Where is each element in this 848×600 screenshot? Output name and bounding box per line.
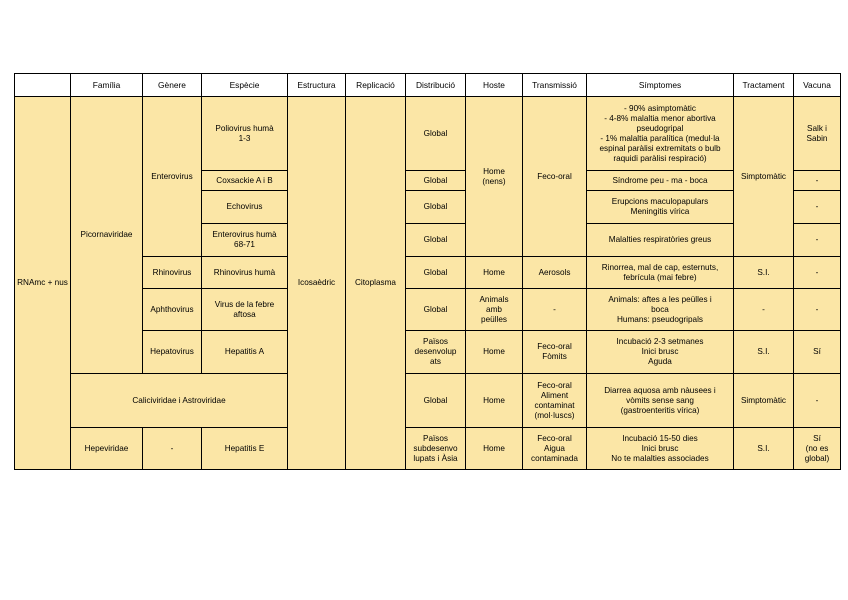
header-familia: Família (71, 74, 143, 97)
species-cell: Enterovirus humà 68-71 (202, 224, 288, 257)
hoste-cell: Home (466, 374, 523, 428)
vacuna-cell: - (794, 171, 841, 191)
species-cell: Hepatitis E (202, 428, 288, 470)
header-replicacio: Replicació (346, 74, 406, 97)
hoste-cell: Home (466, 257, 523, 289)
species-cell: Coxsackie A i B (202, 171, 288, 191)
header-genere: Gènere (143, 74, 202, 97)
family-cell: Hepeviridae (71, 428, 143, 470)
replicacio-cell: Citoplasma (346, 97, 406, 470)
table-row (15, 428, 841, 470)
header-transmissio: Transmissió (523, 74, 587, 97)
header-estructura: Estructura (288, 74, 346, 97)
header-vacuna: Vacuna (794, 74, 841, 97)
genus-cell: Rhinovirus (143, 257, 202, 289)
simptomes-cell: Incubació 15-50 dies Inici brusc No te malalties associades (587, 428, 734, 470)
vacuna-cell: - (794, 191, 841, 224)
tractament-cell: S.I. (734, 428, 794, 470)
species-cell: Hepatitis A (202, 331, 288, 374)
distribucio-cell: Global (406, 257, 466, 289)
species-cell: Echovirus (202, 191, 288, 224)
virus-table (14, 73, 841, 470)
family-cell: Caliciviridae i Astroviridae (71, 374, 288, 428)
species-cell: Rhinovirus humà (202, 257, 288, 289)
header-especie: Espècie (202, 74, 288, 97)
vacuna-cell: Salk i Sabin (794, 97, 841, 171)
tractament-cell: Simptomàtic (734, 97, 794, 257)
simptomes-cell: Síndrome peu - ma - boca (587, 171, 734, 191)
simptomes-cell: Erupcions maculopapulars Meningitis vírica (587, 191, 734, 224)
genus-cell: - (143, 428, 202, 470)
vacuna-cell: - (794, 374, 841, 428)
hoste-cell: Home (466, 331, 523, 374)
species-cell: Poliovirus humà 1-3 (202, 97, 288, 171)
hoste-cell: Home (nens) (466, 97, 523, 257)
distribucio-cell: Global (406, 171, 466, 191)
header-tractament: Tractament (734, 74, 794, 97)
family-cell: Picornaviridae (71, 97, 143, 374)
tractament-cell: Simptomàtic (734, 374, 794, 428)
transmissio-cell: Aerosols (523, 257, 587, 289)
tractament-cell: S.I. (734, 331, 794, 374)
transmissio-cell: Feco-oral Aliment contaminat (mol·luscs) (523, 374, 587, 428)
transmissio-cell: Feco-oral (523, 97, 587, 257)
hoste-cell: Home (466, 428, 523, 470)
transmissio-cell: Feco-oral Aigua contaminada (523, 428, 587, 470)
genus-cell: Hepatovirus (143, 331, 202, 374)
vacuna-cell: - (794, 224, 841, 257)
species-cell: Virus de la febre aftosa (202, 289, 288, 331)
genus-cell: Enterovirus (143, 97, 202, 257)
distribucio-cell: Global (406, 374, 466, 428)
distribucio-cell: Global (406, 224, 466, 257)
simptomes-cell: Incubació 2-3 setmanes Inici brusc Aguda (587, 331, 734, 374)
distribucio-cell: Global (406, 289, 466, 331)
simptomes-cell: Rinorrea, mal de cap, esternuts, febrícula (mai febre) (587, 257, 734, 289)
table-row (15, 374, 841, 428)
genus-cell: Aphthovirus (143, 289, 202, 331)
distribucio-cell: Països desenvolup ats (406, 331, 466, 374)
header-blank (15, 74, 71, 97)
simptomes-cell: Animals: aftes a les peülles i boca Humans: pseudogripals (587, 289, 734, 331)
header-row (15, 74, 841, 97)
simptomes-cell: Malalties respiratòries greus (587, 224, 734, 257)
tractament-cell: S.I. (734, 257, 794, 289)
vacuna-cell: Sí (794, 331, 841, 374)
vacuna-cell: Sí (no es global) (794, 428, 841, 470)
vacuna-cell: - (794, 289, 841, 331)
group-cell: RNAmc + nus (15, 97, 71, 470)
table-row (15, 97, 841, 171)
distribucio-cell: Global (406, 97, 466, 171)
header-distribucio: Distribució (406, 74, 466, 97)
tractament-cell: - (734, 289, 794, 331)
simptomes-cell: Diarrea aquosa amb nàusees i vòmits sense sang (gastroenteritis vírica) (587, 374, 734, 428)
estructura-cell: Icosaèdric (288, 97, 346, 470)
hoste-cell: Animals amb peülles (466, 289, 523, 331)
vacuna-cell: - (794, 257, 841, 289)
header-simptomes: Símptomes (587, 74, 734, 97)
distribucio-cell: Països subdesenvo lupats i Àsia (406, 428, 466, 470)
distribucio-cell: Global (406, 191, 466, 224)
transmissio-cell: - (523, 289, 587, 331)
header-hoste: Hoste (466, 74, 523, 97)
transmissio-cell: Feco-oral Fòmits (523, 331, 587, 374)
simptomes-cell: - 90% asimptomàtic - 4-8% malaltia menor abortiva pseudogripal - 1% malaltia paralítica (medul·la espinal paràlisi extremitats o bulb raquidi paràlisi respiració) (587, 97, 734, 171)
